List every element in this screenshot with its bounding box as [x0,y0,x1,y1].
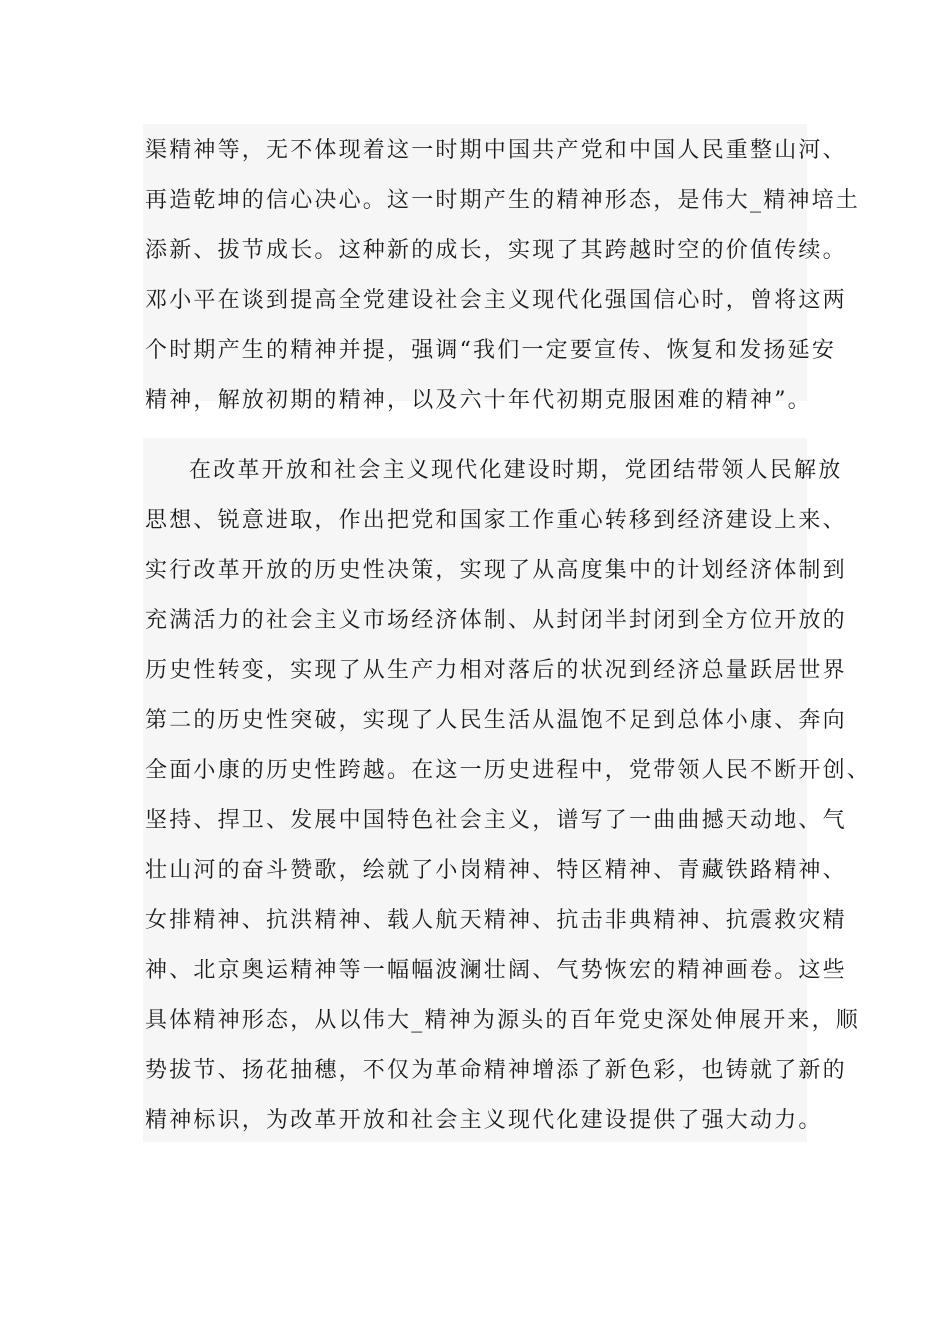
text-line: 实行改革开放的历史性决策，实现了从高度集中的计划经济体制到 [145,558,847,583]
text-line: 全面小康的历史性跨越。在这一历史进程中，党带领人民不断开创、 [145,758,872,783]
text-line: 具体精神形态，从以伟大_精神为源头的百年党史深处伸展开来，顺 [145,1008,861,1033]
text-line: 势拔节、扬花抽穗，不仅为革命精神增添了新色彩，也铸就了新的 [145,1058,847,1083]
text-line: 历史性转变，实现了从生产力相对落后的状况到经济总量跃居世界 [145,658,847,683]
text-line: 充满活力的社会主义市场经济体制、从封闭半封闭到全方位开放的 [145,608,847,633]
text-line: 在改革开放和社会主义现代化建设时期，党团结带领人民解放 [189,458,843,483]
text-line: 添新、拔节成长。这种新的成长，实现了其跨越时空的价值传续。 [145,238,847,263]
text-line: 思想、锐意进取，作出把党和国家工作重心转移到经济建设上来、 [145,508,847,533]
text-line: 神、北京奥运精神等一幅幅波澜壮阔、气势恢宏的精神画卷。这些 [145,958,847,983]
text-line: 再造乾坤的信心决心。这一时期产生的精神形态，是伟大_精神培土 [145,188,861,213]
text-line: 个时期产生的精神并提，强调“我们一定要宣传、恢复和发扬延安 [145,338,837,363]
text-line: 邓小平在谈到提高全党建设社会主义现代化强国信心时，曾将这两 [145,288,847,313]
paragraph-2 [143,438,872,1142]
text-line: 第二的历史性突破，实现了人民生活从温饱不足到总体小康、奔向 [145,708,847,733]
paragraph-1 [143,124,861,413]
text-line: 精神，解放初期的精神，以及六十年代初期克服困难的精神”。 [145,388,812,413]
text-line: 坚持、捍卫、发展中国特色社会主义，谱写了一曲曲撼天动地、气 [145,808,847,833]
text-line: 渠精神等，无不体现着这一时期中国共产党和中国人民重整山河、 [145,138,847,163]
text-line: 壮山河的奋斗赞歌，绘就了小岗精神、特区精神、青藏铁路精神、 [145,858,847,883]
text-line: 女排精神、抗洪精神、载人航天精神、抗击非典精神、抗震救灾精 [145,908,847,933]
text-line: 精神标识，为改革开放和社会主义现代化建设提供了强大动力。 [145,1108,823,1133]
